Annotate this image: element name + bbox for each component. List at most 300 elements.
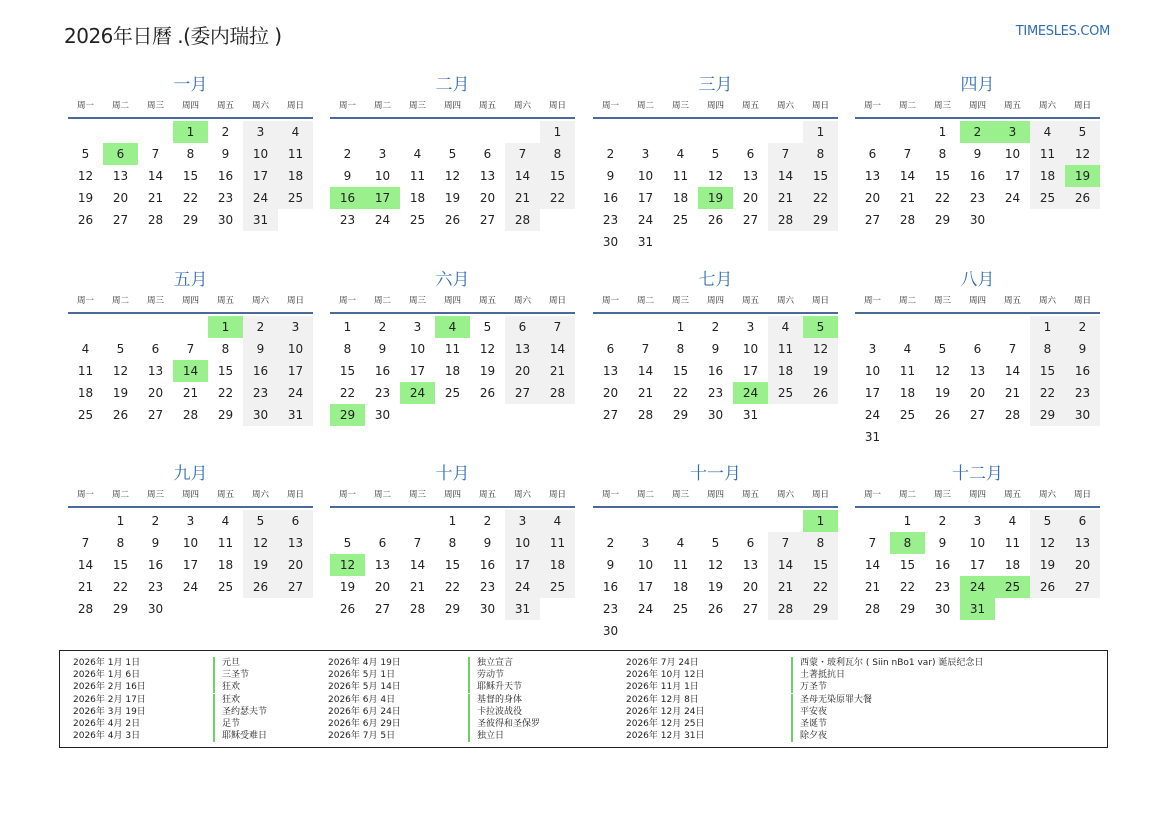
day-cell: 24 xyxy=(864,408,881,422)
day-cell: 6 xyxy=(151,342,160,356)
weekday-label: 周一 xyxy=(338,490,356,500)
day-cell: 9 xyxy=(973,147,982,161)
day-cell: 29 xyxy=(217,408,234,422)
day-cell: 31 xyxy=(864,430,881,444)
month-name: 七月 xyxy=(698,270,733,290)
empty-cell xyxy=(330,121,365,143)
day-cell: 23 xyxy=(934,580,951,594)
holiday-date: 2026年 2月 16日 xyxy=(73,682,146,693)
weekday-label: 周日 xyxy=(548,296,566,306)
holiday-name: 独立日 xyxy=(468,730,504,742)
day-cell: 2 xyxy=(151,514,160,528)
day-cell: 15 xyxy=(444,558,461,572)
day-cell: 23 xyxy=(147,580,164,594)
day-cell: 31 xyxy=(505,598,540,620)
day-cell: 6 xyxy=(483,147,492,161)
day-cell: 18 xyxy=(540,554,575,576)
weekday-label: 周四 xyxy=(443,101,461,111)
day-cell: 22 xyxy=(1030,382,1065,404)
holiday-day-cell: 1 xyxy=(803,510,838,532)
day-cell: 19 xyxy=(934,386,951,400)
day-cell: 8 xyxy=(676,342,685,356)
day-cell: 19 xyxy=(77,191,94,205)
day-cell: 3 xyxy=(641,536,650,550)
day-cell: 29 xyxy=(803,598,838,620)
empty-cell xyxy=(138,316,173,338)
day-cell: 12 xyxy=(444,169,461,183)
month-name: 九月 xyxy=(173,464,208,484)
weekday-label: 周二 xyxy=(636,296,654,306)
day-cell: 23 xyxy=(969,191,986,205)
day-cell: 15 xyxy=(112,558,129,572)
day-cell: 4 xyxy=(1030,121,1065,143)
holiday-date: 2026年 10月 12日 xyxy=(626,670,705,681)
weekday-label: 周四 xyxy=(443,296,461,306)
day-cell: 20 xyxy=(1065,554,1100,576)
empty-cell xyxy=(960,316,995,338)
day-cell: 22 xyxy=(899,580,916,594)
day-cell: 13 xyxy=(147,364,164,378)
day-cell: 3 xyxy=(278,316,313,338)
holiday-name: 耶稣受难日 xyxy=(213,730,267,742)
day-cell: 8 xyxy=(116,536,125,550)
day-cell: 29 xyxy=(444,602,461,616)
day-cell: 28 xyxy=(768,598,803,620)
day-cell: 29 xyxy=(899,602,916,616)
day-cell: 3 xyxy=(505,510,540,532)
weekday-label: 周日 xyxy=(1073,296,1091,306)
day-cell: 22 xyxy=(217,386,234,400)
day-grid xyxy=(855,316,1100,448)
day-cell: 25 xyxy=(444,386,461,400)
day-cell: 14 xyxy=(147,169,164,183)
weekday-label: 周五 xyxy=(216,490,234,500)
day-cell: 10 xyxy=(409,342,426,356)
day-cell: 15 xyxy=(217,364,234,378)
day-cell: 20 xyxy=(112,191,129,205)
holiday-date: 2026年 1月 6日 xyxy=(73,670,141,681)
day-cell: 12 xyxy=(112,364,129,378)
day-cell: 24 xyxy=(637,602,654,616)
day-cell: 21 xyxy=(147,191,164,205)
day-cell: 27 xyxy=(374,602,391,616)
day-cell: 4 xyxy=(540,510,575,532)
day-cell: 11 xyxy=(1004,536,1021,550)
weekday-header xyxy=(855,292,1100,314)
day-cell: 21 xyxy=(540,360,575,382)
day-cell: 19 xyxy=(444,191,461,205)
month-name: 五月 xyxy=(173,270,208,290)
day-cell: 24 xyxy=(243,187,278,209)
day-cell: 22 xyxy=(112,580,129,594)
day-cell: 30 xyxy=(602,235,619,249)
empty-cell xyxy=(138,121,173,143)
day-cell: 30 xyxy=(374,408,391,422)
day-cell: 27 xyxy=(1065,576,1100,598)
day-cell: 10 xyxy=(243,143,278,165)
day-cell: 6 xyxy=(505,316,540,338)
day-cell: 16 xyxy=(217,169,234,183)
weekday-header xyxy=(855,486,1100,508)
day-cell: 29 xyxy=(182,213,199,227)
day-cell: 15 xyxy=(899,558,916,572)
day-cell: 23 xyxy=(602,213,619,227)
holiday-day-cell: 16 xyxy=(330,187,365,209)
day-cell: 12 xyxy=(934,364,951,378)
weekday-label: 周日 xyxy=(811,296,829,306)
weekday-header xyxy=(593,486,838,508)
weekday-label: 周四 xyxy=(968,490,986,500)
day-cell: 8 xyxy=(938,147,947,161)
day-cell: 16 xyxy=(602,580,619,594)
day-cell: 9 xyxy=(606,558,615,572)
day-cell: 3 xyxy=(868,342,877,356)
day-cell: 16 xyxy=(243,360,278,382)
weekday-label: 周四 xyxy=(706,490,724,500)
day-cell: 10 xyxy=(864,364,881,378)
day-grid xyxy=(593,510,838,642)
day-cell: 5 xyxy=(483,320,492,334)
day-cell: 11 xyxy=(768,338,803,360)
day-cell: 6 xyxy=(868,147,877,161)
month-block xyxy=(330,73,575,231)
month-block xyxy=(68,73,313,231)
day-cell: 25 xyxy=(409,213,426,227)
weekday-label: 周五 xyxy=(1003,101,1021,111)
day-cell: 26 xyxy=(479,386,496,400)
day-cell: 2 xyxy=(1065,316,1100,338)
holiday-name: 三圣节 xyxy=(213,669,249,681)
holiday-day-cell: 3 xyxy=(995,121,1030,143)
day-cell: 19 xyxy=(479,364,496,378)
weekday-label: 周一 xyxy=(76,490,94,500)
weekday-label: 周六 xyxy=(1038,490,1056,500)
day-grid xyxy=(855,121,1100,231)
day-cell: 16 xyxy=(969,169,986,183)
day-cell: 26 xyxy=(707,602,724,616)
holiday-day-cell: 31 xyxy=(960,598,995,620)
weekday-label: 周日 xyxy=(1073,490,1091,500)
day-cell: 21 xyxy=(864,580,881,594)
day-cell: 30 xyxy=(707,408,724,422)
day-cell: 17 xyxy=(969,558,986,572)
day-cell: 3 xyxy=(378,147,387,161)
day-cell: 14 xyxy=(899,169,916,183)
day-grid xyxy=(593,316,838,426)
weekday-label: 周四 xyxy=(706,296,724,306)
day-cell: 9 xyxy=(243,338,278,360)
month-block xyxy=(593,268,838,426)
weekday-label: 周日 xyxy=(548,490,566,500)
day-cell: 10 xyxy=(637,558,654,572)
site-logo[interactable]: TIMESLES.COM xyxy=(1015,24,1110,39)
holiday-name: 卡拉波战役 xyxy=(468,706,522,718)
weekday-label: 周三 xyxy=(146,101,164,111)
day-cell: 19 xyxy=(112,386,129,400)
day-cell: 17 xyxy=(637,580,654,594)
day-cell: 20 xyxy=(479,191,496,205)
day-cell: 31 xyxy=(278,404,313,426)
day-cell: 18 xyxy=(444,364,461,378)
month-block xyxy=(330,268,575,426)
day-cell: 20 xyxy=(742,191,759,205)
day-cell: 21 xyxy=(182,386,199,400)
day-cell: 19 xyxy=(243,554,278,576)
day-cell: 12 xyxy=(1030,532,1065,554)
day-cell: 27 xyxy=(742,213,759,227)
holiday-date: 2026年 4月 3日 xyxy=(73,731,141,742)
empty-cell xyxy=(628,316,663,338)
day-cell: 1 xyxy=(116,514,125,528)
weekday-label: 周六 xyxy=(1038,101,1056,111)
holiday-day-cell: 4 xyxy=(435,316,470,338)
day-cell: 1 xyxy=(343,320,352,334)
weekday-label: 周一 xyxy=(76,296,94,306)
weekday-label: 周二 xyxy=(636,101,654,111)
weekday-label: 周六 xyxy=(513,296,531,306)
day-cell: 26 xyxy=(444,213,461,227)
holiday-name: 圣约瑟夫节 xyxy=(213,706,267,718)
empty-cell xyxy=(593,316,628,338)
holiday-name: 狂欢 xyxy=(213,694,240,706)
empty-cell xyxy=(733,121,768,143)
weekday-label: 周四 xyxy=(181,490,199,500)
weekday-label: 周二 xyxy=(898,490,916,500)
weekday-label: 周三 xyxy=(146,490,164,500)
empty-cell xyxy=(68,510,103,532)
day-cell: 12 xyxy=(243,532,278,554)
day-cell: 27 xyxy=(742,602,759,616)
day-cell: 21 xyxy=(1004,386,1021,400)
holiday-name: 圣彼得和圣保罗 xyxy=(468,718,540,730)
day-cell: 15 xyxy=(934,169,951,183)
day-cell: 1 xyxy=(803,121,838,143)
month-name: 四月 xyxy=(960,75,995,95)
day-cell: 6 xyxy=(1065,510,1100,532)
month-block xyxy=(593,462,838,642)
weekday-label: 周日 xyxy=(811,101,829,111)
day-cell: 11 xyxy=(672,558,689,572)
day-cell: 16 xyxy=(1065,360,1100,382)
weekday-label: 周二 xyxy=(111,490,129,500)
day-cell: 7 xyxy=(903,147,912,161)
month-block xyxy=(855,268,1100,448)
empty-cell xyxy=(365,121,400,143)
day-cell: 2 xyxy=(606,536,615,550)
day-cell: 5 xyxy=(711,147,720,161)
day-grid xyxy=(68,121,313,231)
day-cell: 13 xyxy=(602,364,619,378)
day-cell: 26 xyxy=(803,382,838,404)
day-cell: 10 xyxy=(1004,147,1021,161)
month-name: 二月 xyxy=(435,75,470,95)
day-cell: 26 xyxy=(1030,576,1065,598)
holiday-date: 2026年 4月 2日 xyxy=(73,718,141,729)
day-cell: 11 xyxy=(278,143,313,165)
day-cell: 17 xyxy=(409,364,426,378)
empty-cell xyxy=(925,316,960,338)
weekday-label: 周日 xyxy=(286,490,304,500)
day-cell: 21 xyxy=(77,580,94,594)
day-cell: 24 xyxy=(1004,191,1021,205)
day-cell: 25 xyxy=(278,187,313,209)
holiday-name: 西蒙・玻利瓦尔 ( Siin nBo1 var) 诞辰纪念日 xyxy=(791,657,983,669)
day-cell: 22 xyxy=(803,187,838,209)
day-grid xyxy=(330,121,575,231)
weekday-label: 周日 xyxy=(1073,101,1091,111)
weekday-label: 周二 xyxy=(373,490,391,500)
holiday-date: 2026年 5月 14日 xyxy=(328,682,401,693)
day-cell: 25 xyxy=(899,408,916,422)
day-cell: 30 xyxy=(217,213,234,227)
page-title: 2026年日曆 .(委内瑞拉 ) xyxy=(64,24,282,48)
day-cell: 18 xyxy=(899,386,916,400)
day-cell: 22 xyxy=(803,576,838,598)
day-cell: 7 xyxy=(1008,342,1017,356)
day-cell: 23 xyxy=(1065,382,1100,404)
day-cell: 7 xyxy=(768,143,803,165)
holiday-date: 2026年 7月 5日 xyxy=(328,731,396,742)
day-cell: 1 xyxy=(540,121,575,143)
day-cell: 11 xyxy=(899,364,916,378)
day-cell: 15 xyxy=(803,165,838,187)
day-cell: 22 xyxy=(540,187,575,209)
day-cell: 28 xyxy=(864,602,881,616)
weekday-header xyxy=(330,97,575,119)
day-cell: 4 xyxy=(903,342,912,356)
day-cell: 11 xyxy=(540,532,575,554)
weekday-label: 周三 xyxy=(408,490,426,500)
day-cell: 25 xyxy=(540,576,575,598)
weekday-label: 周四 xyxy=(443,490,461,500)
day-cell: 17 xyxy=(278,360,313,382)
holiday-date: 2026年 1月 1日 xyxy=(73,658,141,668)
holiday-name: 狂欢 xyxy=(213,681,240,693)
weekday-label: 周五 xyxy=(1003,490,1021,500)
holiday-name: 圣母无染原罪大餐 xyxy=(791,694,872,706)
holiday-name: 万圣节 xyxy=(791,681,827,693)
weekday-label: 周一 xyxy=(601,296,619,306)
weekday-label: 周三 xyxy=(933,296,951,306)
day-cell: 26 xyxy=(339,602,356,616)
day-cell: 23 xyxy=(243,382,278,404)
day-cell: 4 xyxy=(221,514,230,528)
day-cell: 12 xyxy=(1065,143,1100,165)
day-cell: 12 xyxy=(803,338,838,360)
holiday-date: 2026年 6月 4日 xyxy=(328,694,396,705)
holiday-day-cell: 29 xyxy=(330,404,365,426)
day-cell: 15 xyxy=(540,165,575,187)
day-cell: 23 xyxy=(479,580,496,594)
day-cell: 11 xyxy=(444,342,461,356)
day-cell: 27 xyxy=(602,408,619,422)
weekday-label: 周六 xyxy=(776,490,794,500)
day-cell: 1 xyxy=(1030,316,1065,338)
day-cell: 26 xyxy=(112,408,129,422)
day-cell: 30 xyxy=(1065,404,1100,426)
day-cell: 7 xyxy=(768,532,803,554)
day-cell: 18 xyxy=(1030,165,1065,187)
weekday-label: 周六 xyxy=(251,490,269,500)
day-cell: 17 xyxy=(1004,169,1021,183)
weekday-label: 周日 xyxy=(811,490,829,500)
weekday-label: 周二 xyxy=(111,101,129,111)
day-cell: 5 xyxy=(81,147,90,161)
day-cell: 6 xyxy=(606,342,615,356)
day-cell: 28 xyxy=(505,209,540,231)
day-cell: 3 xyxy=(641,147,650,161)
weekday-header xyxy=(68,486,313,508)
day-cell: 28 xyxy=(77,602,94,616)
day-cell: 25 xyxy=(672,602,689,616)
empty-cell xyxy=(400,121,435,143)
day-cell: 12 xyxy=(707,169,724,183)
day-cell: 13 xyxy=(374,558,391,572)
weekday-label: 周二 xyxy=(636,490,654,500)
empty-cell xyxy=(855,316,890,338)
day-cell: 9 xyxy=(343,169,352,183)
month-name: 十一月 xyxy=(690,464,741,484)
day-cell: 7 xyxy=(413,536,422,550)
day-cell: 4 xyxy=(676,536,685,550)
empty-cell xyxy=(330,510,365,532)
day-cell: 22 xyxy=(182,191,199,205)
day-cell: 15 xyxy=(803,554,838,576)
holiday-day-cell: 8 xyxy=(890,532,925,554)
weekday-label: 周一 xyxy=(601,101,619,111)
weekday-label: 周三 xyxy=(933,101,951,111)
day-cell: 27 xyxy=(147,408,164,422)
weekday-header xyxy=(330,292,575,314)
day-cell: 12 xyxy=(479,342,496,356)
day-cell: 27 xyxy=(864,213,881,227)
empty-cell xyxy=(768,510,803,532)
day-cell: 28 xyxy=(899,213,916,227)
day-cell: 14 xyxy=(637,364,654,378)
day-cell: 8 xyxy=(186,147,195,161)
holiday-name: 基督的身体 xyxy=(468,694,522,706)
day-cell: 16 xyxy=(147,558,164,572)
day-cell: 28 xyxy=(540,382,575,404)
day-cell: 3 xyxy=(973,514,982,528)
month-block xyxy=(68,268,313,426)
day-cell: 20 xyxy=(602,386,619,400)
weekday-header xyxy=(593,292,838,314)
day-cell: 21 xyxy=(768,576,803,598)
day-cell: 13 xyxy=(742,169,759,183)
day-cell: 28 xyxy=(768,209,803,231)
day-cell: 31 xyxy=(637,235,654,249)
day-cell: 13 xyxy=(505,338,540,360)
day-cell: 24 xyxy=(637,213,654,227)
day-cell: 8 xyxy=(803,143,838,165)
holiday-day-cell: 19 xyxy=(1065,165,1100,187)
month-name: 三月 xyxy=(698,75,733,95)
holiday-date: 2026年 12月 31日 xyxy=(626,731,705,742)
month-name: 六月 xyxy=(435,270,470,290)
empty-cell xyxy=(173,316,208,338)
day-grid xyxy=(330,316,575,426)
day-cell: 6 xyxy=(378,536,387,550)
day-cell: 15 xyxy=(339,364,356,378)
empty-cell xyxy=(365,510,400,532)
day-cell: 28 xyxy=(1004,408,1021,422)
weekday-label: 周三 xyxy=(408,296,426,306)
weekday-label: 周三 xyxy=(671,101,689,111)
day-cell: 10 xyxy=(505,532,540,554)
day-cell: 14 xyxy=(768,165,803,187)
holiday-name: 耶稣升天节 xyxy=(468,681,522,693)
